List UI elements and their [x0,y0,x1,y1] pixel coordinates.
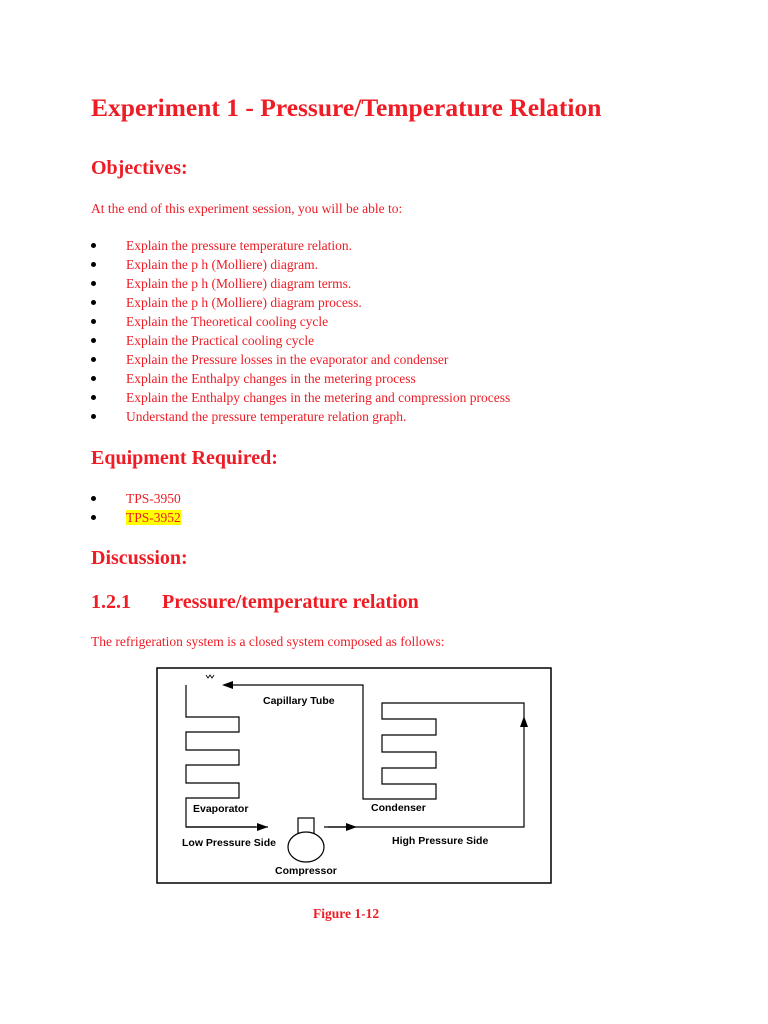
page-title: Experiment 1 - Pressure/Temperature Relation [91,93,602,122]
bullet-icon [91,395,96,400]
bullet-icon [91,496,96,501]
section-intro: The refrigeration system is a closed system composed as follows: [91,634,445,649]
bullet-icon [91,281,96,286]
compressor-icon [288,832,324,862]
section-number: 1.2.1 [91,591,131,613]
refrigeration-diagram [156,667,552,884]
objectives-list [91,236,510,426]
section-heading [91,591,419,614]
bullet-icon [91,243,96,248]
bullet-icon [91,300,96,305]
capillary-tube-label: Capillary Tube [263,695,335,707]
bullet-icon [91,319,96,324]
discussion-heading: Discussion: [91,547,188,569]
section-title: Pressure/temperature relation [162,591,419,613]
bullet-icon [91,376,96,381]
equipment-heading: Equipment Required: [91,447,278,469]
list-item: Explain the p h (Molliere) diagram process. [91,293,510,312]
bullet-icon [91,515,96,520]
bullet-icon [91,338,96,343]
list-item: Explain the Theoretical cooling cycle [91,312,510,331]
list-item: TPS-3950 [91,489,181,508]
list-item: Explain the Enthalpy changes in the metering process [91,369,510,388]
figure-caption: Figure 1-12 [313,906,380,921]
list-item: Explain the p h (Molliere) diagram terms. [91,274,510,293]
low-pressure-label: Low Pressure Side [182,837,276,849]
highlighted-text: TPS-3952 [126,510,181,525]
bullet-icon [91,414,96,419]
list-item: Explain the Practical cooling cycle [91,331,510,350]
bullet-icon [91,357,96,362]
high-pressure-label: High Pressure Side [392,835,489,847]
evaporator-label: Evaporator [193,803,249,815]
compressor-label: Compressor [275,865,337,877]
objectives-heading: Objectives: [91,157,188,179]
list-item: Explain the p h (Molliere) diagram. [91,255,510,274]
list-item: Explain the pressure temperature relation. [91,236,510,255]
equipment-list [91,489,181,527]
figure-frame [157,668,551,883]
list-item [91,508,181,527]
list-item: Understand the pressure temperature relation graph. [91,407,510,426]
objectives-intro: At the end of this experiment session, you will be able to: [91,201,403,216]
condenser-label: Condenser [371,802,426,814]
list-item: Explain the Enthalpy changes in the metering and compression process [91,388,510,407]
list-item: Explain the Pressure losses in the evaporator and condenser [91,350,510,369]
bullet-icon [91,262,96,267]
